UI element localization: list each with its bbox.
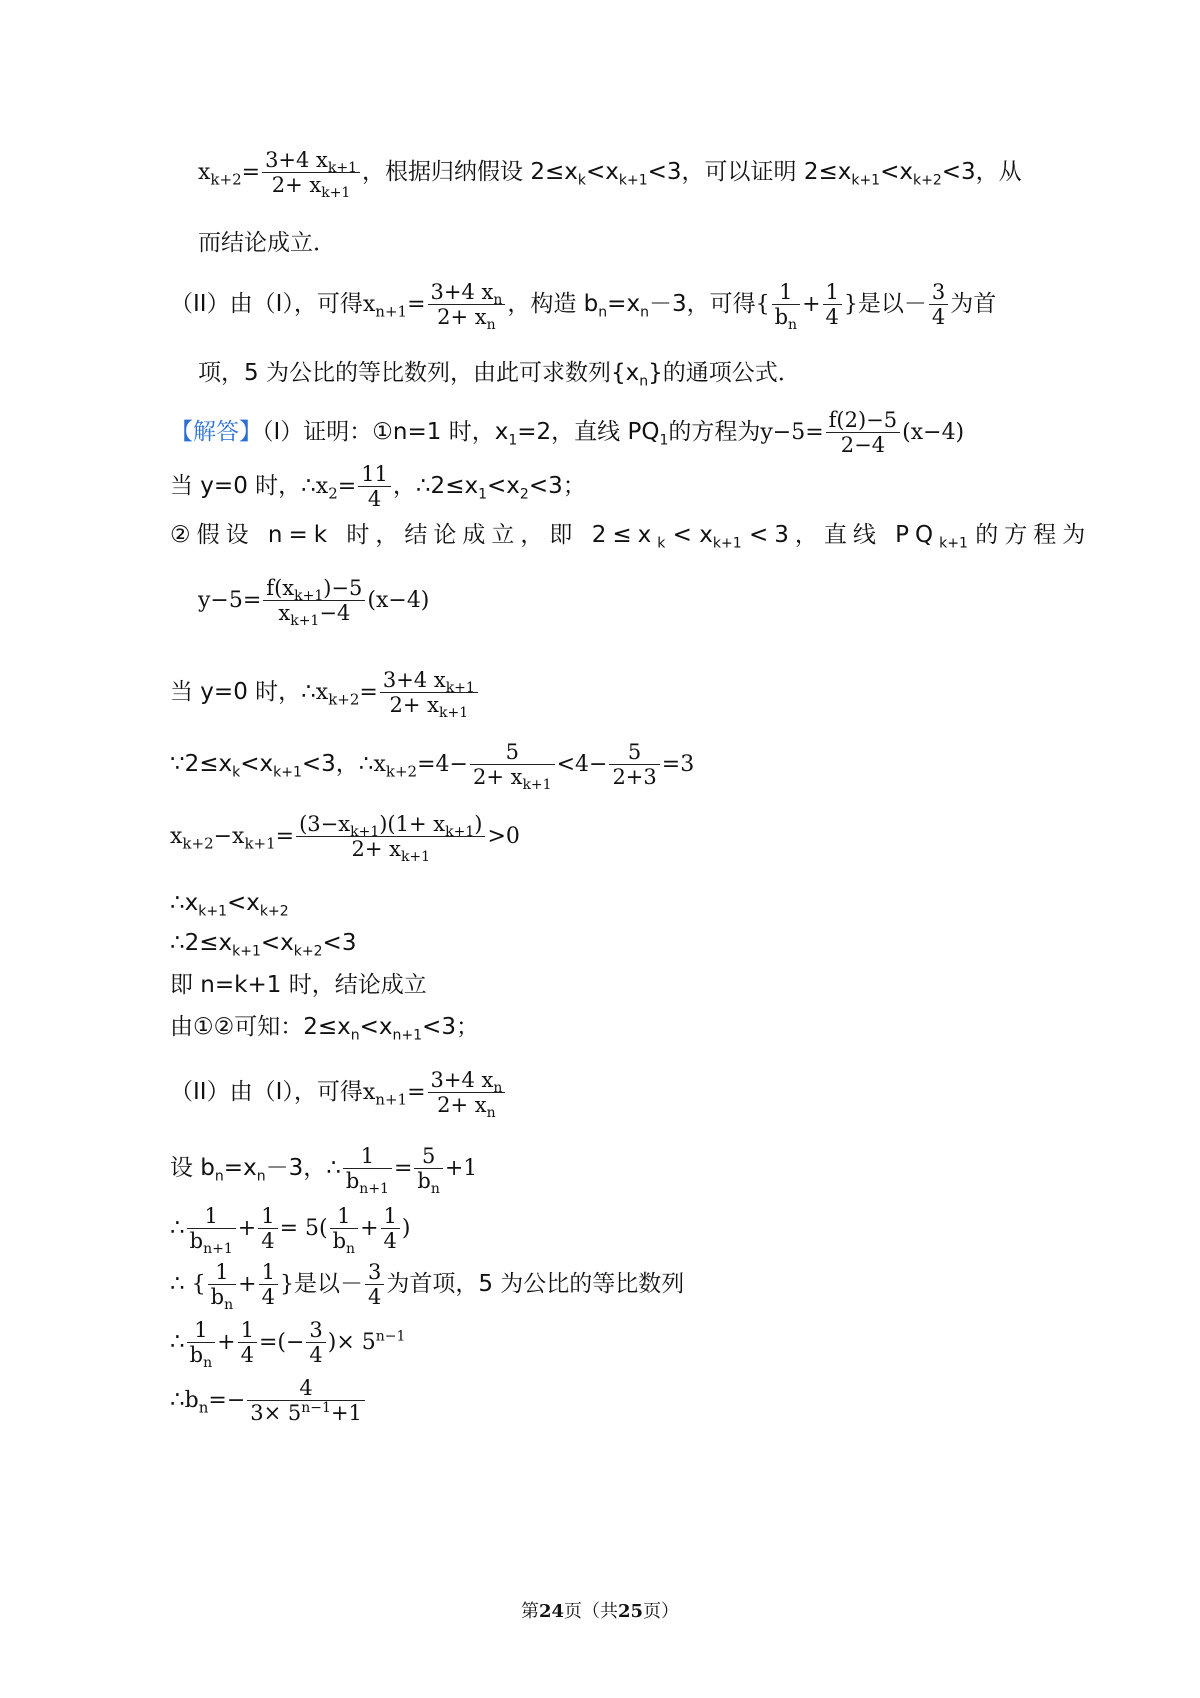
line-13: $\therefore 2\le x_{k+1}<x_{k+2}<3$: [170, 930, 357, 960]
page-total: 25: [618, 1601, 644, 1622]
formula: $x_{k+2}=$: [198, 160, 261, 189]
line-11: $x_{k+2}-x_{k+1}=$ $\frac{(3-x_{k+1})(1+ x_{k+1})}{2+ x_{k+1}}$ >0: [170, 812, 520, 866]
fraction: $\frac{3+4 x_{k+1}}{2+ x_{k+1}}$: [262, 148, 360, 197]
line-9: 当 y=0 时，$\therefore x_{k+2}=$ $\frac{3+4 x_{k+1}}{2+ x_{k+1}}$: [170, 668, 480, 717]
line-18: ∴ $\frac{1}{b_{n+1}}$ + $\frac{1}{4}$ = 5( $\frac{1}{b_n}$ + $\frac{1}{4}$ ): [170, 1204, 411, 1258]
line-2: 而结论成立．: [198, 230, 336, 256]
answer-tag: 【解答】: [170, 419, 262, 445]
line-4: 项，5 为公比的等比数列，由此可求数列$\{x_n\}$的通项公式．: [198, 360, 801, 390]
line-12: $\therefore x_{k+1}<x_{k+2}$: [170, 890, 289, 920]
line-8: y−5= $\frac{f(x_{k+1})-5}{x_{k+1}-4}$ (x−4): [198, 576, 430, 630]
line-5: 【解答】（I）证明：①n=1 时，$x_1=2$，直线 $PQ_1$的方程为y−5= $\frac{f(2)-5}{2-4}$ (x−4): [170, 408, 965, 457]
line-3: （II）由（I），可得$x_{n+1}=$ $\frac{3+4 x_n}{2+ x_n}$ ，构造 $b_n=x_n-3$，可得{ $\frac{1}{b_n}$ + $\frac{1}{4}$ }是以－ $\frac{3}{4}$ 为首: [170, 280, 997, 334]
line-17: 设 $b_n=x_n-3$，∴ $\frac{1}{b_{n+1}}$ = $\frac{5}{b_n}$ +1: [170, 1144, 478, 1198]
page-number: 24: [538, 1601, 564, 1622]
line-7: ②假设 n=k 时，结论成立，即 $2\le x_k < x_{k+1} <3$，直线 $PQ_{k+1}$ 的方程为: [170, 522, 1092, 552]
line-1: $x_{k+2}=$ $\frac{3+4 x_{k+1}}{2+ x_{k+1}}$ ，根据归纳假设 $2\le x_k<x_{k+1}<3$，可以证明 $2\le x_{k+1}<x_{k+2}<3$，从: [198, 148, 1022, 202]
line-21: $\therefore b_n=-$ $\frac{4}{3\times 5^{n-1}+1}$: [170, 1376, 367, 1425]
line-16: （II）由（I），可得$x_{n+1}=$ $\frac{3+4 x_n}{2+ x_n}$: [170, 1068, 507, 1117]
page-footer: 第24页（共25页）: [520, 1601, 680, 1622]
line-15: 由①②可知：$2\le x_n<x_{n+1}<3$；: [170, 1014, 479, 1044]
line-10: $\because 2\le x_k<x_{k+1}<3$，$\therefore x_{k+2}=4-$ $\frac{5}{2+ x_{k+1}}$ <4− $\frac{5}{2+3}$ =3: [170, 740, 695, 794]
line-14: 即 n=k+1 时，结论成立: [170, 972, 427, 998]
line-20: ∴ $\frac{1}{b_n}$ + $\frac{1}{4}$ =(− $\frac{3}{4}$ )× $5^{n-1}$: [170, 1318, 406, 1372]
line-6: 当 y=0 时，$\therefore x_2=$ $\frac{11}{4}$ ，$\therefore 2\le x_1<x_2<3$；: [170, 462, 586, 511]
line-19: ∴ { $\frac{1}{b_n}$ + $\frac{1}{4}$ }是以－ $\frac{3}{4}$ 为首项，5 为公比的等比数列: [170, 1260, 685, 1314]
